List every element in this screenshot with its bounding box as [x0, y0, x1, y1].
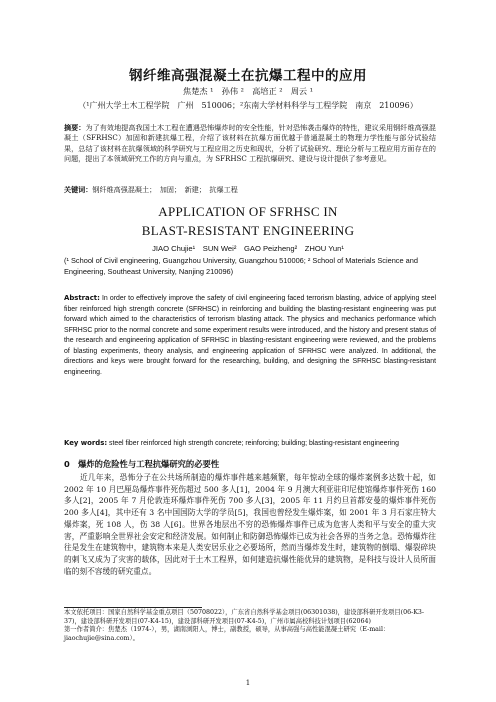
- chinese-keywords-label: 关键词：: [64, 185, 93, 194]
- chinese-affiliation: （¹广州大学土木工程学院 广州 510006；²东南大学材料科学与工程学院 南京 210096）: [78, 101, 418, 110]
- english-title-line-2: BLAST-RESISTANT ENGINEERING: [141, 223, 355, 238]
- chinese-keywords-text: 钢纤维高强混凝土； 加固； 新建； 抗爆工程: [92, 185, 238, 194]
- footnotes: [64, 609, 436, 643]
- chinese-abstract-text: 为了有效地提高我国土木工程在遭遇恐怖爆炸时的安全性能，针对恐怖袭击爆炸的特性，建议采用钢纤维高强混凝土（SFRHSC）加固和新建抗爆工程，介绍了该材料在抗爆方面优越于普通混凝土的物理力学性能与部分试验结果，总结了该材料在抗爆领域的科学研究与工程应用之历史和现状，分析了试验研究、理论分析与工程应用方面存在的问题，提出了本领域研究工作的方向与重点，为 SFRHSC 工程抗爆研究、建设与设计提供了参考意见。: [64, 123, 436, 163]
- english-authors: JIAO Chujie¹ SUN Wei² GAO Peizheng² ZHOU Yun¹: [152, 244, 344, 253]
- section-0-heading: 0 爆炸的危险性与工程抗爆研究的必要性: [64, 459, 220, 469]
- footnote-funding: 本文依托项目：国家自然科学基金重点项目（50708022），广东省自然科学基金项目(06301038)，建设部科研开发项目(06-K3-37)，建设部科研开发项目(07-K4-15)，建设部科研开发项目(07-K4-5)，广州市属高校科技计划项目(62064): [64, 609, 425, 625]
- chinese-abstract: [64, 123, 436, 164]
- chinese-title: 钢纤维高强混凝土在抗爆工程中的应用: [129, 68, 367, 84]
- footnote-author: 第一作者简介：焦楚杰（1974-），男，湖南浏阳人，博士，副教授，硕导，从事高强与高性能混凝土研究（E-mail：jiaochujie@sina.com）。: [64, 626, 390, 642]
- footnote-divider: [64, 607, 202, 608]
- page-number: 1: [245, 679, 251, 687]
- english-keywords-text: steel fiber reinforced high strength concrete; reinforcing; building; blasting-resistant engineering: [109, 440, 399, 447]
- english-abstract: [64, 293, 436, 378]
- english-affiliation: (¹ School of Civil engineering, Guangzhou University, Guangzhou 510006; ² School of Materials Science and Engineering, Southeast University, Nanjing 210096): [64, 256, 418, 276]
- english-keywords-label: Key words:: [64, 439, 108, 447]
- english-abstract-label: Abstract:: [64, 294, 100, 302]
- chinese-authors: 焦楚杰 ¹ 孙伟 ² 高培正 ² 周云 ¹: [183, 86, 313, 96]
- english-title-line-1: APPLICATION OF SFRHSC IN: [158, 204, 338, 219]
- section-0-body: 近几年来，恐怖分子在公共场所制造的爆炸事件越来越频繁，每年惊动全球的爆炸案例多达数十起，如 2002 年 10 月巴厘岛爆炸事件死伤超过 500 多人[1]，2004 年 9 月澳大利亚驻印尼使馆爆炸事件死伤 160 多人[2]，2005 年 7 月伦敦连环爆炸事件死伤 700 多人[3]，2005 年 11 月约旦首都安曼的爆炸事件死伤 200 多人[4]，其中还有 3 名中国国防大学的学员[5]，我国也曾经发生爆炸案，如 2001 年 3 月石家庄特大爆炸案，死 108 人，伤 38 人[6]。世界各地层出不穷的恐怖爆炸事件已成为危害人类和平与安全的重大灾害，严重影响全世界社会安定和经济发展。如何制止和防御恐怖爆炸已成为社会各界的当务之急。恐怖爆炸往往是发生在建筑物中，建筑物本来是人类安居乐业之必要场所，然而当爆炸发生时，建筑物的倒塌、爆裂碎块的刺飞又成为了灾害的载体，因此对于土木工程界，如何建造抗爆性能优异的建筑物，是科技与设计人员所面临的刻不容缓的研究重点。: [64, 473, 436, 576]
- chinese-abstract-label: 摘要：: [64, 123, 86, 132]
- english-abstract-text: In order to effectively improve the safety of civil engineering faced terrorism blasting, advice of applying steel fiber reinforced high strength concrete (SFRHSC) in reinforcing and building the blasting-resistant engineering was put forward which aimed to the characteristics of terrorism blasting attack. The physics and mechanics performance which SFRHSC prior to the normal concrete and some experiment results were introduced, and the history and present status of the research and engineering application of SFRHSC in blasting-resistant engineering were reviewed, and the problems of blasting experiments, theory analysis, and engineering application of SFRHSC were analyzed. In additional, the directions and keys were brought forward for the researching, building, and designing the SFRHSC blasting-resistant engineering.: [64, 295, 436, 376]
- chinese-keywords: [64, 185, 436, 195]
- english-keywords: [64, 439, 436, 447]
